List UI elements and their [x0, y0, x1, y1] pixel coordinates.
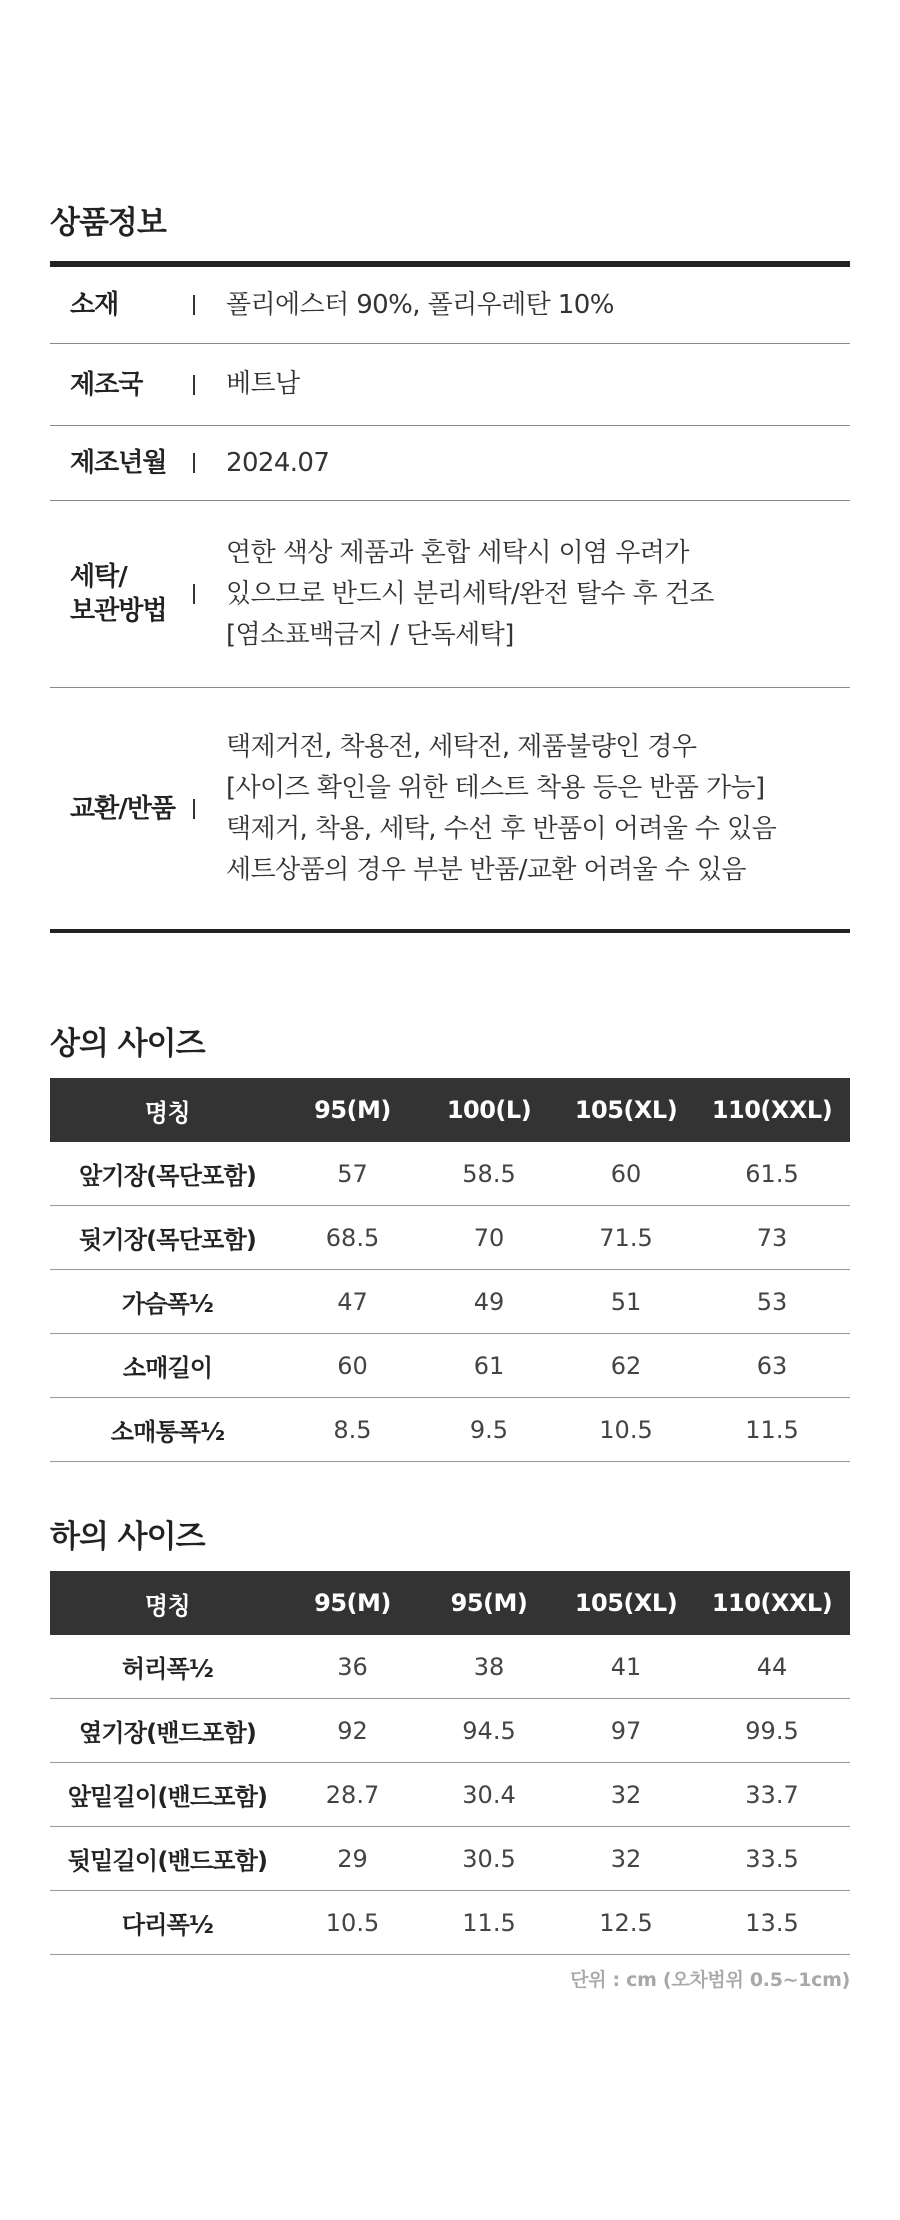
- table-row: [50, 1206, 850, 1270]
- value-cell: 33.7: [694, 1763, 850, 1827]
- value-cell: 36: [285, 1635, 420, 1699]
- table-header-row: [50, 1571, 850, 1635]
- value-cell: 29: [285, 1827, 420, 1891]
- value-cell: 61.5: [694, 1142, 850, 1206]
- info-value: 폴리에스터 90%, 폴리우레탄 10%: [226, 289, 614, 320]
- table-header-row: [50, 1078, 850, 1142]
- header-cell: 명칭: [50, 1571, 285, 1635]
- info-label: 제조년월: [70, 448, 167, 478]
- header-cell: 105(XL): [558, 1571, 694, 1635]
- value-cell: 99.5: [694, 1699, 850, 1763]
- separator: [193, 295, 195, 315]
- measure-name-cell: 가슴폭½: [50, 1270, 285, 1334]
- value-cell: 30.4: [420, 1763, 558, 1827]
- header-cell: 100(L): [420, 1078, 558, 1142]
- header-cell: 110(XXL): [694, 1078, 850, 1142]
- unit-note: 단위 : cm (오차범위 0.5~1cm): [570, 1969, 850, 1991]
- info-label: 제조국: [70, 369, 143, 400]
- measure-name-cell: 뒷밑길이(밴드포함): [50, 1827, 285, 1891]
- info-value: 베트남: [226, 369, 300, 399]
- info-row-washing: [50, 500, 850, 687]
- product-info-title: 상품정보: [50, 205, 166, 241]
- value-cell: 33.5: [694, 1827, 850, 1891]
- product-info-section: [50, 203, 850, 933]
- value-cell: 58.5: [420, 1142, 558, 1206]
- value-cell: 13.5: [694, 1891, 850, 1955]
- table-row: [50, 1635, 850, 1699]
- measure-name-cell: 뒷기장(목단포함): [50, 1206, 285, 1270]
- separator: [193, 453, 195, 473]
- value-cell: 63: [694, 1334, 850, 1398]
- header-cell: 105(XL): [558, 1078, 694, 1142]
- measure-name-cell: 앞기장(목단포함): [50, 1142, 285, 1206]
- measure-name-cell: 앞밑길이(밴드포함): [50, 1763, 285, 1827]
- table-row: [50, 1398, 850, 1462]
- separator: [193, 375, 195, 395]
- value-cell: 62: [558, 1334, 694, 1398]
- value-cell: 30.5: [420, 1827, 558, 1891]
- info-label: 소재: [70, 290, 119, 320]
- value-cell: 11.5: [694, 1398, 850, 1462]
- value-cell: 57: [285, 1142, 420, 1206]
- measure-name-cell: 다리폭½: [50, 1891, 285, 1955]
- value-cell: 28.7: [285, 1763, 420, 1827]
- table-row: [50, 1891, 850, 1955]
- value-cell: 47: [285, 1270, 420, 1334]
- value-cell: 92: [285, 1699, 420, 1763]
- value-cell: 60: [558, 1142, 694, 1206]
- value-cell: 10.5: [558, 1398, 694, 1462]
- value-cell: 53: [694, 1270, 850, 1334]
- header-cell: 95(M): [285, 1571, 420, 1635]
- value-cell: 49: [420, 1270, 558, 1334]
- table-row: [50, 1142, 850, 1206]
- value-cell: 70: [420, 1206, 558, 1270]
- value-cell: 11.5: [420, 1891, 558, 1955]
- info-row-material: [50, 267, 850, 343]
- value-cell: 12.5: [558, 1891, 694, 1955]
- separator: [193, 799, 195, 819]
- table-row: [50, 1334, 850, 1398]
- value-cell: 44: [694, 1635, 850, 1699]
- measure-name-cell: 소매통폭½: [50, 1398, 285, 1462]
- value-cell: 9.5: [420, 1398, 558, 1462]
- value-cell: 32: [558, 1827, 694, 1891]
- measure-name-cell: 옆기장(밴드포함): [50, 1699, 285, 1763]
- table-row: [50, 1699, 850, 1763]
- value-cell: 51: [558, 1270, 694, 1334]
- value-cell: 94.5: [420, 1699, 558, 1763]
- bottom-size-section: [50, 1517, 850, 1955]
- value-cell: 38: [420, 1635, 558, 1699]
- bottom-size-title: 하의 사이즈: [50, 1519, 205, 1555]
- measure-name-cell: 허리폭½: [50, 1635, 285, 1699]
- info-value: 2024.07: [226, 447, 330, 478]
- info-label: 세탁/ 보관방법: [70, 562, 167, 626]
- info-value: 택제거전, 착용전, 세탁전, 제품불량인 경우 [사이즈 확인을 위한 테스트 착용 등은 반품 가능] 택제거, 착용, 세탁, 수선 후 반품이 어려울 수 있음 세트상품의 경우 부분 반품/교환 어려울 수 있음: [226, 731, 777, 885]
- measure-name-cell: 소매길이: [50, 1334, 285, 1398]
- value-cell: 68.5: [285, 1206, 420, 1270]
- top-size-title: 상의 사이즈: [50, 1026, 205, 1062]
- value-cell: 61: [420, 1334, 558, 1398]
- info-label: 교환/반품: [70, 793, 175, 824]
- header-cell: 명칭: [50, 1078, 285, 1142]
- value-cell: 8.5: [285, 1398, 420, 1462]
- table-row: [50, 1763, 850, 1827]
- value-cell: 10.5: [285, 1891, 420, 1955]
- product-info-table: [50, 261, 850, 933]
- info-row-exchange-return: [50, 687, 850, 929]
- header-cell: 95(M): [285, 1078, 420, 1142]
- value-cell: 60: [285, 1334, 420, 1398]
- info-value: 연한 색상 제품과 혼합 세탁시 이염 우려가 있으므로 반드시 분리세탁/완전 탈수 후 건조 [염소표백금지 / 단독세탁]: [226, 537, 714, 650]
- table-row: [50, 1270, 850, 1334]
- info-row-manufacture-date: [50, 425, 850, 500]
- table-row: [50, 1827, 850, 1891]
- info-row-origin: [50, 343, 850, 425]
- top-size-section: [50, 1024, 850, 1462]
- bottom-size-table: [50, 1571, 850, 1955]
- value-cell: 41: [558, 1635, 694, 1699]
- header-cell: 110(XXL): [694, 1571, 850, 1635]
- header-cell: 95(M): [420, 1571, 558, 1635]
- value-cell: 97: [558, 1699, 694, 1763]
- separator: [193, 584, 195, 604]
- value-cell: 71.5: [558, 1206, 694, 1270]
- top-size-table: [50, 1078, 850, 1462]
- value-cell: 32: [558, 1763, 694, 1827]
- value-cell: 73: [694, 1206, 850, 1270]
